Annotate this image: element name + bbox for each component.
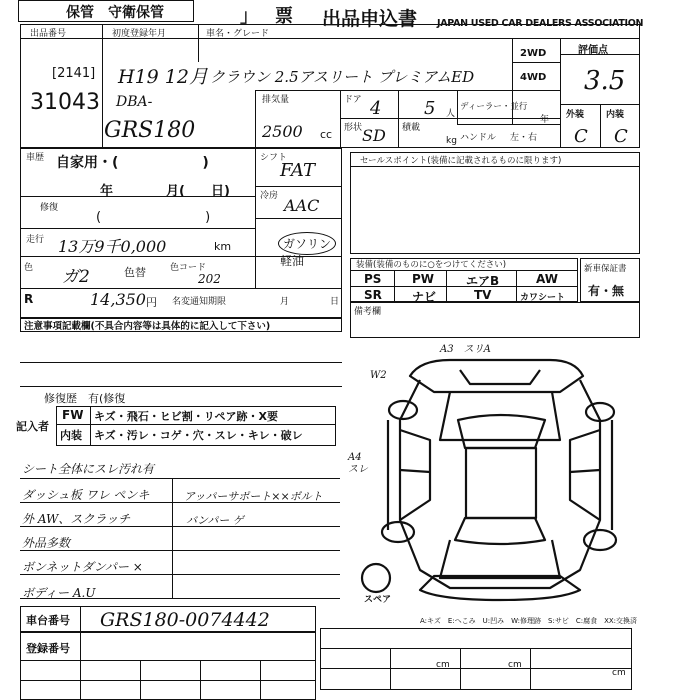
right-rear-wheel [584,530,616,550]
note-line-5: ボンネットダンパー × [22,560,143,574]
label-color: 色 [24,263,34,273]
spare-tire [362,564,390,592]
label-2wd: 2WD [520,48,547,59]
label-exterior: 外装 [566,110,585,120]
label-doors: ドア [344,95,362,105]
note-line-6: ボディー A.U [22,586,96,600]
equip-airbag: エアB [466,274,500,288]
new-reg-title: 新車保証書 [584,264,627,274]
note-line-2: ダッシュ板 ワレ ペンキ [22,488,150,502]
dim-unit-1: cm [436,660,450,670]
dims-box [320,628,632,690]
note-right-1: アッパーサポート××ボルト [184,490,323,503]
interior-items: キズ・汚レ・コゲ・穴・スレ・キレ・破レ [94,429,303,442]
left-mirror [389,401,417,419]
note-line-1: シート全体にスレ汚れ有 [22,462,155,476]
label-interior: 内装 [606,110,625,120]
displacement-value: 2500 [262,122,303,141]
front-bumper [410,360,583,392]
label-first-reg: 初度登録年月 [112,29,167,39]
notice-day: 日 [330,297,340,307]
label-price: R [24,292,34,306]
diagram-note-top: A3 スリA [440,344,491,355]
diagram-legend: A:キズ E:へこみ U:凹み W:修理跡 S:サビ C:腐食 XX:交換済 [420,617,638,625]
interior-label: 内装 [60,429,82,442]
equipment-title: 装備(装備のものに○をつけてください) [356,260,507,270]
usage-value: 自家用・( ) [56,155,209,171]
label-dealer: ディーラー・並行 [460,102,528,112]
label-displacement: 排気量 [262,95,290,105]
diagram-note-left: W2 [370,370,387,381]
label-grade-points: 評価点 [578,45,608,56]
label-4wd: 4WD [520,72,547,83]
header-corner-left: 保管 [66,5,94,21]
label-shape: 形状 [344,123,363,133]
lot-number: 31043 [30,90,100,115]
note-right-2: バンパー ゲ [186,514,244,527]
spare-label: スペア [364,595,392,605]
model-code: GRS180 [104,118,196,143]
eval-score: 3.5 [584,66,626,96]
diagram-note-side: A4 スレ [348,452,368,475]
equip-tv: TV [474,288,492,302]
shift-value: FAT [280,160,315,181]
side-label: 記入者 [16,420,49,433]
sales-point-title: セールスポイント(装備に記載されるものに限ります) [360,156,562,166]
notes-title: 注意事項記載欄(不具合内容等は具体的に記入して下さい) [24,321,271,332]
label-handle-lr: 左・右 [510,133,538,143]
roof [466,448,536,518]
shaken-month: 月( 日) [166,184,230,199]
label-mileage: 走行 [26,235,45,245]
remarks-box [350,302,640,338]
sales-point-box [350,152,640,254]
fuel-value: ガソリン [278,232,336,255]
note-line-3: 外 AW、スクラッチ [22,512,131,526]
label-model-grade: 車名・グレード [206,29,270,39]
color-value: ガ2 [62,267,90,287]
equip-ps: PS [364,272,382,286]
label-usage: 車歴 [26,153,45,163]
model-code-prefix: DBA- [116,94,153,110]
left-doors [400,430,430,520]
label-notice: 名変通知期限 [172,297,227,307]
label-color-code: 色コード [170,263,207,273]
label-color-change: 色替 [124,266,146,279]
interior-grade: C [614,126,628,147]
label-import-year: 年 [540,115,550,125]
displacement-unit: cc [320,128,333,141]
dim-unit-2: cm [508,660,522,670]
equip-aw: AW [536,272,558,286]
chassis-value: GRS180-0074442 [100,609,270,631]
shaken-year: 年 [100,184,114,199]
body-top [400,380,600,588]
equip-sr: SR [364,288,382,302]
price-value: 14,350 [90,290,146,309]
fw-items: キズ・飛石・ヒビ割・リペア跡・X要 [94,410,279,423]
equip-navi: ナビ [412,290,437,304]
header-stamp-box [18,0,194,22]
notice-month: 月 [280,297,290,307]
remarks-label: 備考欄 [354,307,382,317]
right-doors [570,430,600,520]
mileage-value: 13万9千0,000 [58,237,167,256]
seats-value: 5 [424,98,436,119]
reg-label: 登録番号 [26,642,70,655]
label-load: 積載 [402,123,421,133]
first-reg-value: H19 12月 [118,66,208,88]
exterior-grade: C [574,126,588,147]
header-title-word: 票 [275,6,293,27]
mileage-unit: km [214,240,232,253]
shape-value: SD [362,126,386,145]
equip-pw: PW [412,272,435,286]
model-grade-value: クラウン 2.5アスリート プレミアムED [210,68,475,86]
rear-bumper [420,576,580,600]
price-unit: 円 [146,296,157,309]
rear-window [455,518,545,544]
trunk [440,540,560,578]
equip-leather: カワシート [520,293,566,303]
header-corner-mid: 守衛保管 [108,5,164,21]
fw-label: FW [62,408,84,422]
aircon-value: AAC [284,196,320,215]
new-reg-value: 有・無 [588,284,625,298]
fuel-alt: 軽油 [280,254,305,268]
label-shift: シフト [260,153,288,163]
right-mirror [586,403,614,421]
lot-small: [2141] [52,66,96,81]
left-rear-wheel [382,522,414,542]
doors-value: 4 [370,98,382,119]
header-association: JAPAN USED CAR DEALERS ASSOCIATION [437,18,644,29]
chassis-label: 車台番号 [26,614,70,627]
label-repair: 修復 [40,203,59,213]
dim-unit-3: cm [612,668,626,678]
color-code-value: 202 [198,272,221,286]
header-title: 出品申込書 [322,8,418,30]
header-title-mark: 」 [240,6,258,27]
note-line-4: 外品多数 [22,536,71,550]
windshield [458,415,545,448]
label-handle: ハンドル [460,133,497,143]
hood [440,392,560,440]
label-seats-unit: 人 [446,109,456,119]
label-lot-no: 出品番号 [30,29,67,39]
repair-parens: ( ) [96,210,211,225]
label-load-unit: kg [446,136,457,146]
repair-history: 修復歴 有(修復 [44,392,126,405]
label-aircon: 冷房 [260,191,279,201]
